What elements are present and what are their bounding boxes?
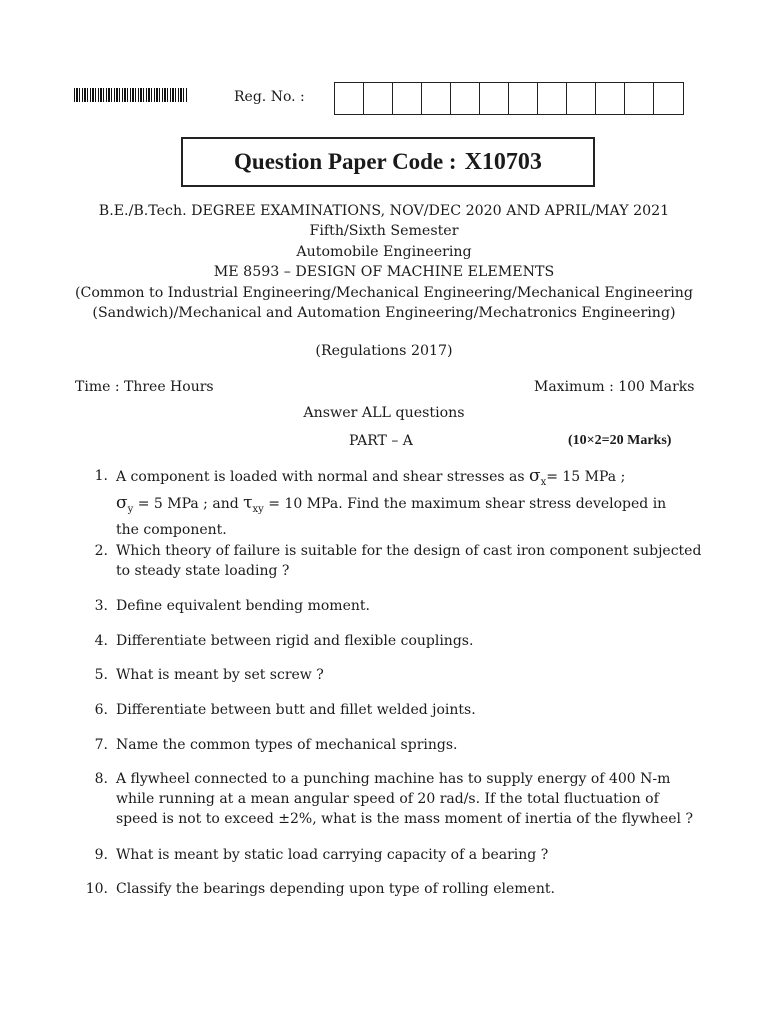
- time-label: Time : Three Hours: [75, 379, 214, 395]
- question-paper-code-label: Question Paper Code :: [234, 149, 457, 174]
- reg-no-digit-box[interactable]: [654, 83, 683, 114]
- question-2: [80, 541, 702, 581]
- question-text: = 15 MPa ;: [546, 469, 626, 485]
- question-number: 7.: [94, 737, 108, 753]
- question-text: Define equivalent bending moment.: [116, 598, 370, 614]
- reg-no-digit-box[interactable]: [538, 83, 567, 114]
- reg-no-digit-box[interactable]: [596, 83, 625, 114]
- question-number: 2.: [94, 543, 108, 559]
- question-8: [80, 769, 693, 829]
- reg-no-label: Reg. No. :: [234, 89, 305, 105]
- question-number: 1.: [94, 468, 108, 484]
- question-text: Differentiate between rigid and flexible couplings.: [116, 633, 474, 649]
- part-a-label: PART – A: [349, 433, 413, 449]
- question-10: [80, 879, 680, 899]
- question-number: 6.: [94, 702, 108, 718]
- question-text: = 5 MPa ; and: [133, 495, 244, 512]
- question-7: [80, 735, 680, 755]
- question-number: 4.: [94, 633, 108, 649]
- common-line-1: (Common to Industrial Engineering/Mechanical Engineering/Mechanical Engineering: [74, 285, 694, 301]
- question-4: [80, 631, 680, 651]
- question-3: [80, 596, 680, 616]
- question-5: [80, 665, 680, 685]
- question-number: 10.: [85, 881, 108, 897]
- question-text: while running at a mean angular speed of 20 rad/s. If the total fluctuation of: [116, 791, 659, 807]
- barcode: [74, 88, 187, 102]
- question-paper-code-box: [181, 137, 595, 187]
- question-text: the component.: [116, 521, 227, 538]
- reg-no-digit-box[interactable]: [422, 83, 451, 114]
- question-number: 3.: [94, 598, 108, 614]
- question-text: Differentiate between butt and fillet welded joints.: [116, 702, 476, 718]
- question-text: A flywheel connected to a punching machine has to supply energy of 400 N-m: [116, 771, 671, 787]
- reg-no-digit-box[interactable]: [480, 83, 509, 114]
- question-paper-code-value: X10703: [464, 148, 542, 175]
- question-text: What is meant by static load carrying capacity of a bearing ?: [116, 847, 549, 863]
- subscript-y: y: [127, 503, 134, 515]
- subscript-x: x: [540, 476, 547, 488]
- question-number: 8.: [94, 771, 108, 787]
- question-text: Name the common types of mechanical springs.: [116, 737, 458, 753]
- subscript-xy: xy: [252, 503, 264, 515]
- question-number: 9.: [94, 847, 108, 863]
- question-6: [80, 700, 680, 720]
- question-text: A component is loaded with normal and shear stresses as: [116, 469, 529, 485]
- semester-line: Fifth/Sixth Semester: [309, 223, 459, 239]
- question-text: Classify the bearings depending upon type of rolling element.: [116, 881, 555, 897]
- common-line-2: (Sandwich)/Mechanical and Automation Engineering/Mechatronics Engineering): [92, 305, 676, 321]
- degree-line: B.E./B.Tech. DEGREE EXAMINATIONS, NOV/DEC 2020 AND APRIL/MAY 2021: [98, 203, 670, 219]
- branch-line: Automobile Engineering: [296, 244, 472, 260]
- question-text: speed is not to exceed ±2%, what is the mass moment of inertia of the flywheel ?: [116, 811, 693, 827]
- subject-line: ME 8593 – DESIGN OF MACHINE ELEMENTS: [213, 264, 555, 280]
- sigma-symbol: σ: [528, 466, 541, 486]
- question-text: to steady state loading ?: [116, 563, 290, 579]
- regulations-line: (Regulations 2017): [315, 343, 453, 359]
- reg-no-digit-box[interactable]: [567, 83, 596, 114]
- reg-no-digit-box[interactable]: [393, 83, 422, 114]
- reg-no-digit-box[interactable]: [509, 83, 538, 114]
- reg-no-digit-box[interactable]: [335, 83, 364, 114]
- reg-no-digit-box[interactable]: [625, 83, 654, 114]
- question-text: Which theory of failure is suitable for the design of cast iron component subjected: [116, 543, 702, 559]
- question-1: [80, 466, 680, 540]
- reg-no-boxes[interactable]: [334, 82, 684, 115]
- tau-symbol: τ: [243, 492, 253, 513]
- max-marks-label: Maximum : 100 Marks: [534, 379, 695, 395]
- question-text: = 10 MPa. Find the maximum shear stress developed in: [263, 495, 667, 512]
- sigma-symbol: σ: [116, 492, 128, 513]
- question-text: What is meant by set screw ?: [116, 667, 324, 683]
- reg-no-digit-box[interactable]: [364, 83, 393, 114]
- question-number: 5.: [94, 667, 108, 683]
- reg-no-digit-box[interactable]: [451, 83, 480, 114]
- instruction-line: Answer ALL questions: [303, 405, 465, 421]
- question-9: [80, 845, 680, 865]
- part-a-marks: (10×2=20 Marks): [568, 433, 672, 448]
